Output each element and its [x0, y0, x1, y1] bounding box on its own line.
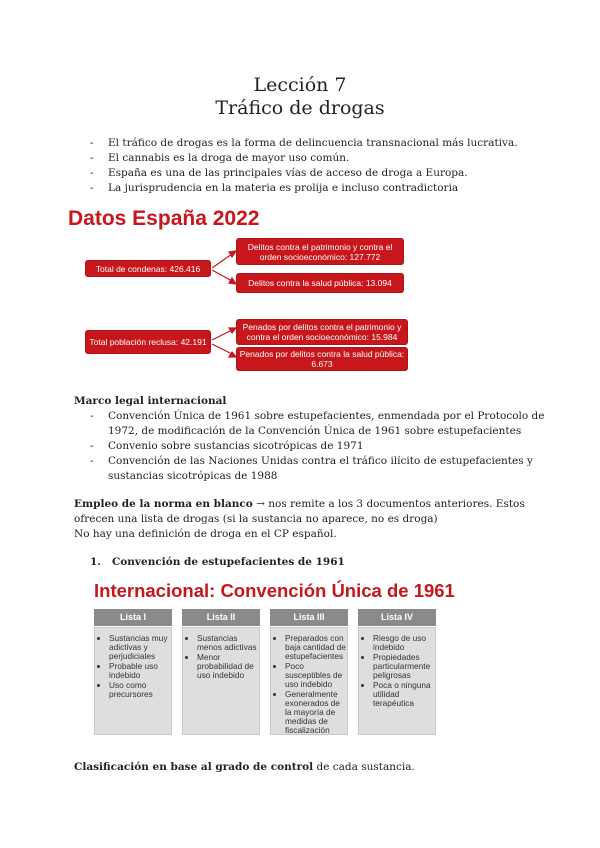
norma-line2: ofrecen una lista de drogas (si la sustancia no aparece, no es droga) [74, 513, 438, 525]
lista-3-header: Lista III [270, 609, 348, 626]
lista-4-header: Lista IV [358, 609, 436, 626]
list-item: • Riesgo de uso indebido [373, 634, 435, 652]
list-item: • Menor probabilidad de uso indebido [197, 653, 259, 680]
list-item: • Poco susceptibles de uso indebido [285, 662, 347, 689]
convencion-title: Internacional: Convención Única de 1961 [94, 580, 455, 601]
lesson-title: Lección 7 [253, 74, 347, 96]
condenas-salud-box: Delitos contra la salud pública: 13.094 [237, 274, 403, 292]
norma-line3: No hay una definición de droga en el CP español. [74, 528, 337, 540]
list-item: • Sustancias muy adictivas y perjudiciales [109, 634, 171, 661]
lista-1-body [94, 627, 172, 735]
numbered-heading: 1. Convención de estupefacientes de 1961 [90, 556, 345, 568]
penados-patrimonio-box: Penados por delitos contra el patrimonio y contra el orden socioeconómico: 15.984 [237, 320, 407, 344]
norma-paragraph: Empleo de la norma en blanco → nos remite a los 3 documentos anteriores. Estos [74, 498, 525, 510]
lista-4-body [358, 627, 436, 735]
list-item: • Poca o ninguna utilidad terapéutica [373, 681, 435, 708]
lista-1-header: Lista I [94, 609, 172, 626]
list-item: • Preparados con baja cantidad de estupefacientes [285, 634, 347, 661]
list-item: • Generalmente exonerados de la mayoría de medidas de fiscalización [285, 690, 347, 735]
list-item: • Sustancias menos adictivas [197, 634, 259, 652]
lesson-topic: Tráfico de drogas [215, 97, 385, 119]
total-reclusa-box: Total población reclusa: 42.191 [86, 331, 210, 353]
marco-heading: Marco legal internacional [74, 395, 227, 407]
datos-title: Datos España 2022 [68, 207, 260, 230]
lista-3-body [270, 627, 348, 735]
lista-2-body [182, 627, 260, 735]
lista-2-header: Lista II [182, 609, 260, 626]
total-condenas-box: Total de condenas: 426.416 [86, 261, 210, 276]
clasificacion-line: Clasificación en base al grado de control de cada sustancia. [74, 761, 415, 773]
list-item: • Propiedades particularmente peligrosas [373, 653, 435, 680]
penados-salud-box: Penados por delitos contra la salud pública: 6.673 [237, 348, 407, 370]
list-item: • Uso como precursores [109, 681, 171, 699]
condenas-patrimonio-box: Delitos contra el patrimonio y contra el orden socioeconómico: 127.772 [237, 239, 403, 264]
list-item: • Probable uso indebido [109, 662, 171, 680]
